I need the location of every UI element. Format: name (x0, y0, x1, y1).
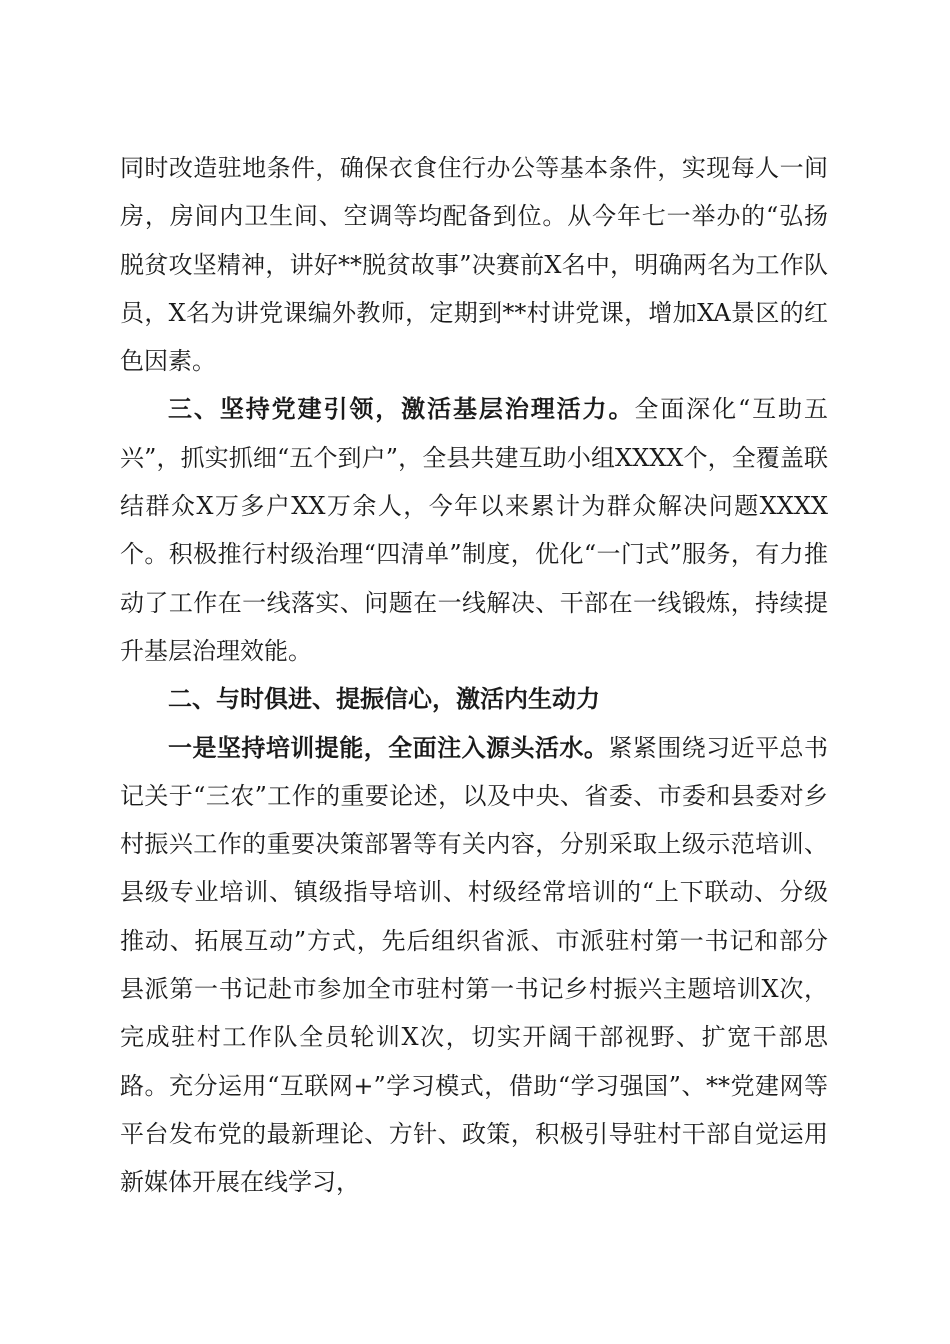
paragraph-text: 紧紧围绕习近平总书记关于“三农”工作的重要论述，以及中央、省委、市委和县委对乡村振兴工作的重要决策部署等有关内容，分别采取上级示范培训、县级专业培训、镇级指导培训、村级经常培训的“上下联动、分级推动、拓展互动”方式，先后组织省派、市派驻村第一书记和部分县派第一书记赴市参加全市驻村第一书记乡村振兴主题培训X次，完成驻村工作队全员轮训X次，切实开阔干部视野、扩宽干部思路。充分运用“互联网+”学习模式，借助“学习强国”、**党建网等平台发布党的最新理论、方针、政策，积极引导驻村干部自觉运用新媒体开展在线学习， (120, 733, 829, 1197)
paragraph-text: 同时改造驻地条件，确保衣食住行办公等基本条件，实现每人一间房，房间内卫生间、空调等均配备到位。从今年七一举办的“弘扬脱贫攻坚精神，讲好**脱贫故事”决赛前X名中，明确两名为工作队员，X名为讲党课编外教师，定期到**村讲党课，增加XA景区的红色因素。 (120, 154, 828, 376)
paragraph-party-building (120, 385, 828, 675)
section-heading: 二、与时俱进、提振信心，激活内生动力 (168, 685, 600, 714)
paragraph-training (120, 724, 828, 1207)
document-body (120, 144, 828, 1207)
paragraph-lead-heading: 三、坚持党建引领，激活基层治理活力。 (168, 395, 635, 424)
paragraph-continuation (120, 144, 828, 385)
paragraph-text: 全面深化“互助五兴”，抓实抓细“五个到户”，全县共建互助小组XXXX个，全覆盖联结群众X万多户XX万余人，今年以来累计为群众解决问题XXXX个。积极推行村级治理“四清单”制度，优化“一门式”服务，有力推动了工作在一线落实、问题在一线解决、干部在一线锻炼，持续提升基层治理效能。 (120, 395, 828, 665)
paragraph-lead-heading: 一是坚持培训提能，全面注入源头活水。 (168, 733, 609, 762)
